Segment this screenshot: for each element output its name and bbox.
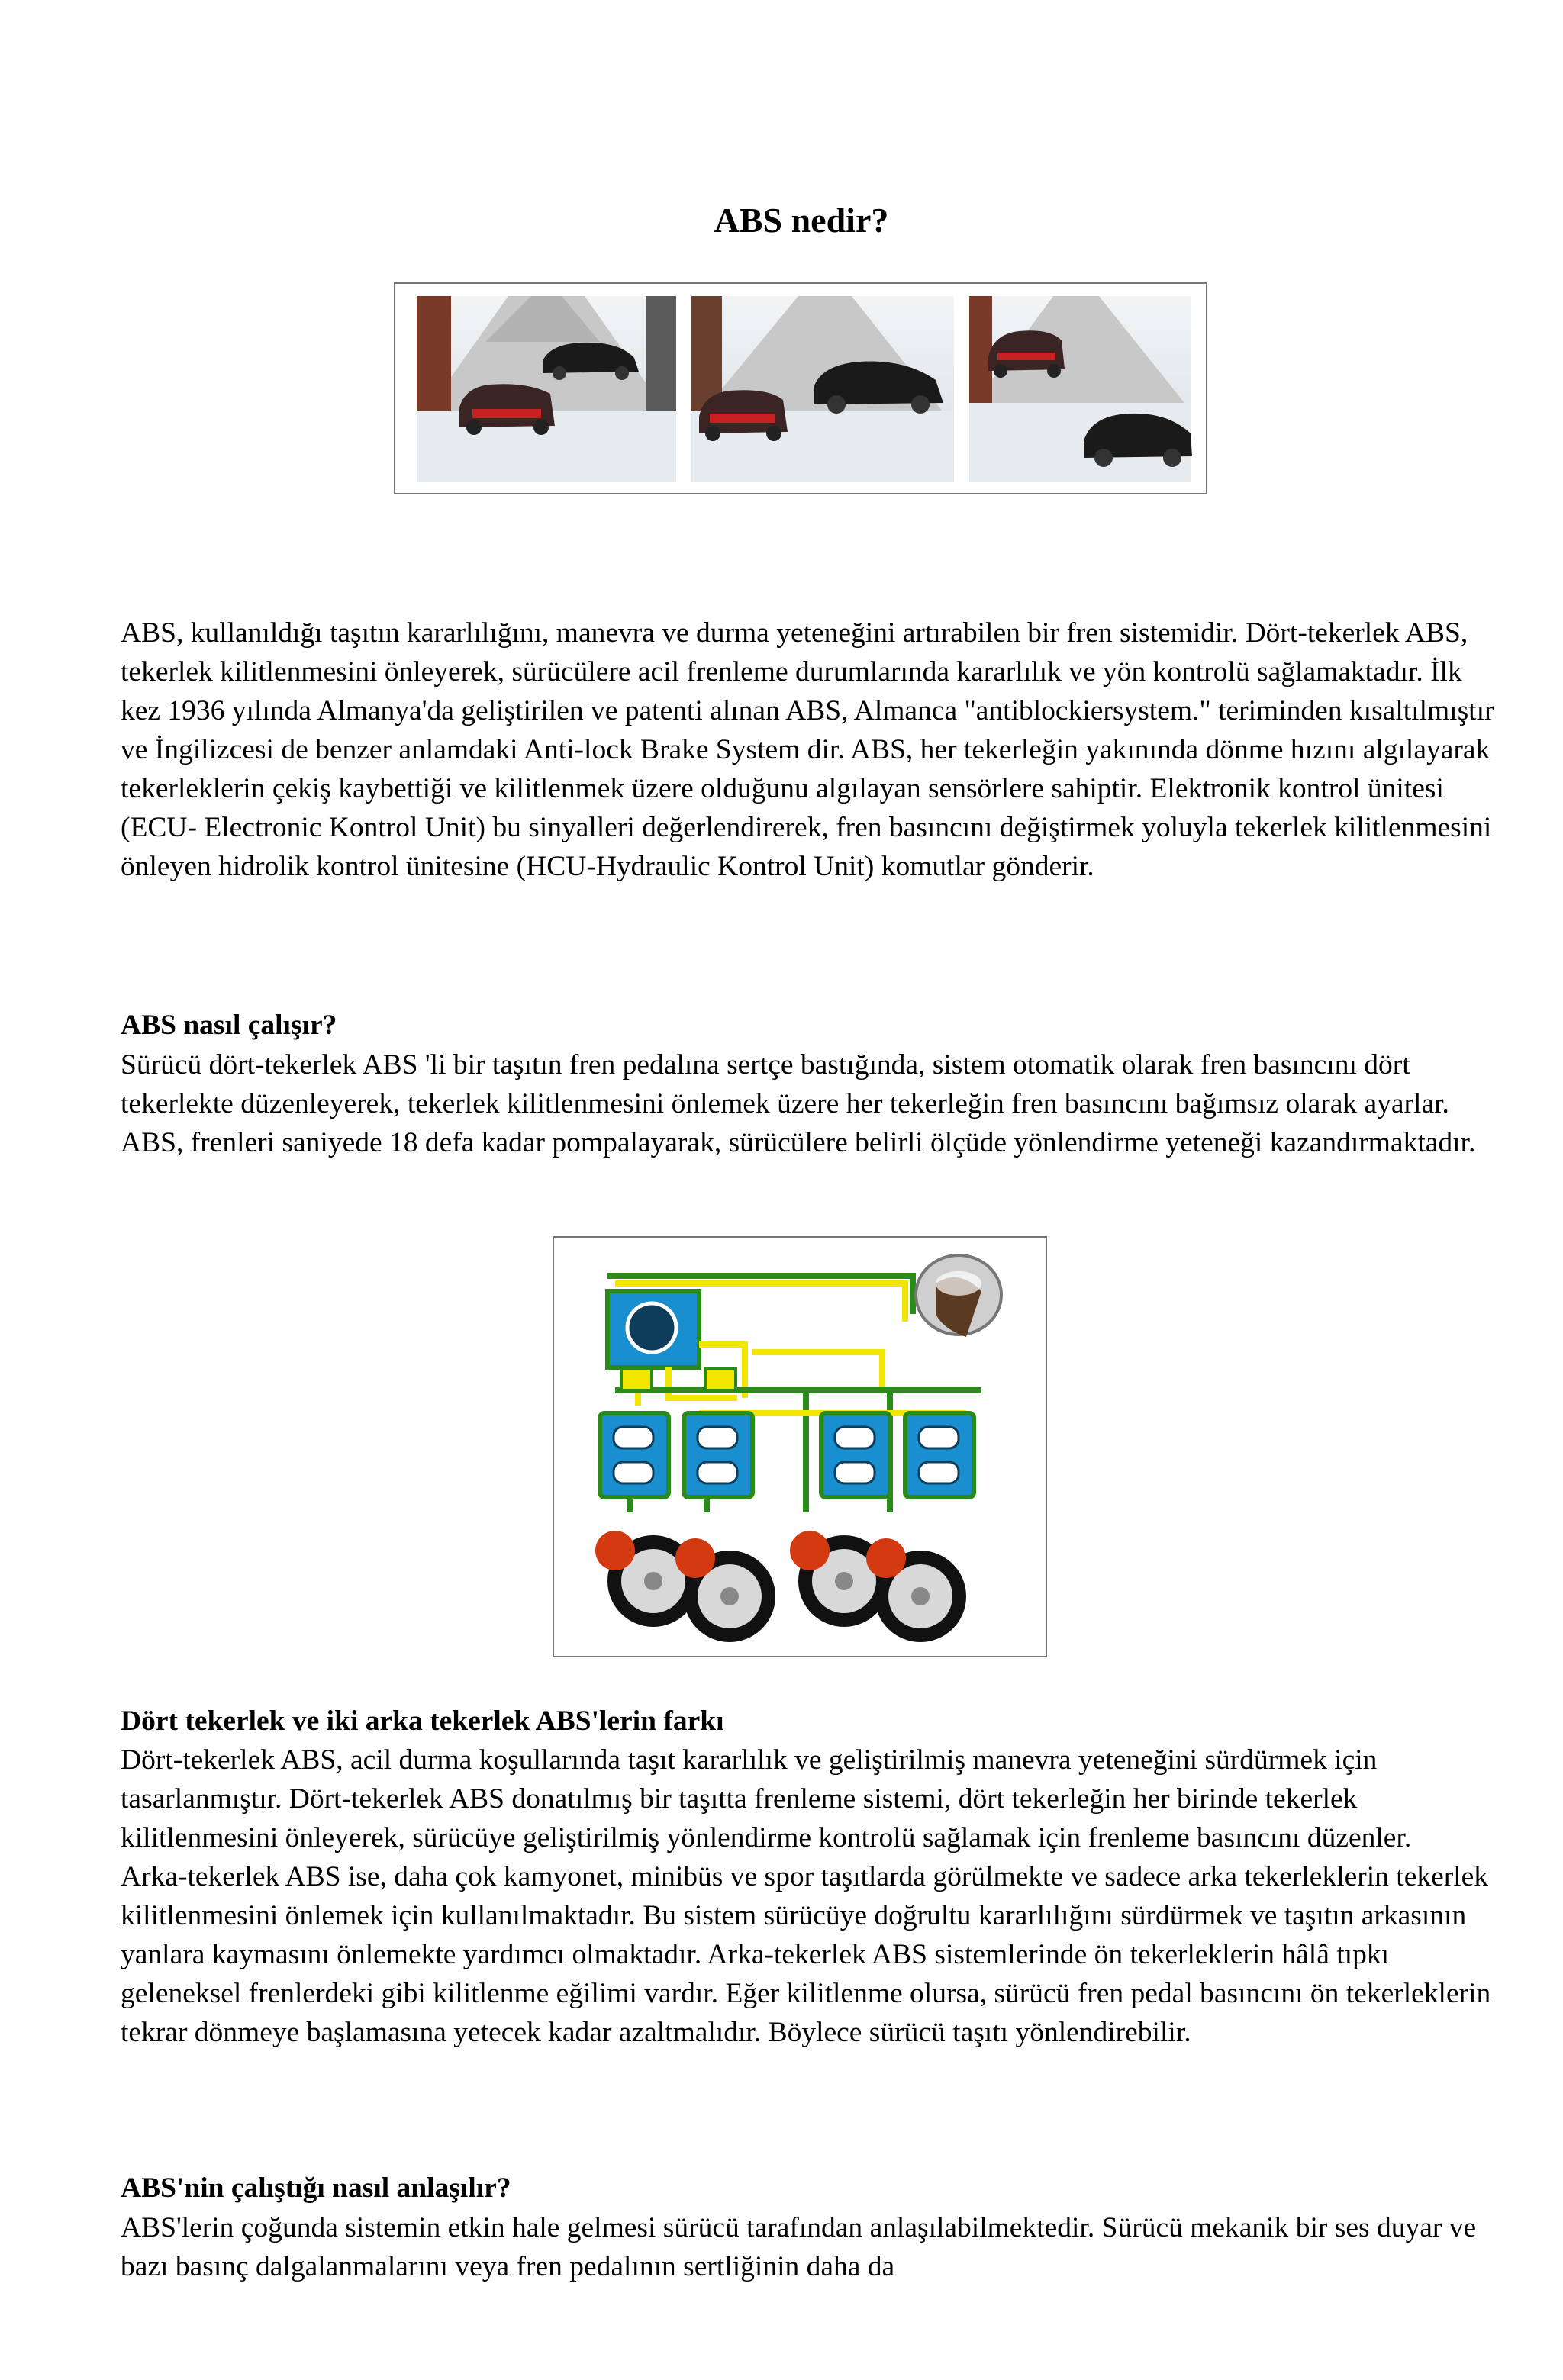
section-heading-difference: Dört tekerlek ve iki arka tekerlek ABS'lerin farkı [121,1705,724,1737]
frame-3 [969,296,1192,482]
understand-text: ABS'lerin çoğunda sistemin etkin hale gelmesi sürücü tarafından anlaşılabilmektedir. Sürücü mekanik bir ses duyar ve bazı basınç dalgalanmalarını veya fren pedalının sertliğinin daha da [121,2212,1477,2282]
car-sequence-figure [394,282,1207,494]
intro-text: ABS, kullanıldığı taşıtın kararlılığını, manevra ve durma yeteneğini artırabilen bir fren sistemidir. Dört-tekerlek ABS, tekerlek kilitlenmesini önleyerek, sürücülere acil frenleme durumlarında kararlılık ve yön kontrolü sağlamaktadır. İlk kez 1936 yılında Almanya'da geliştirilen ve patenti alınan ABS, Almanca "antiblockiersystem." teriminden kısaltılmıştır ve İngilizcesi de benzer anlamdaki Anti-lock Brake System dir. ABS, her tekerleğin yakınında dönme hızını algılayarak tekerleklerin çekiş kaybettiği ve kilitlenmek üzere olduğunu algılayan sensörlere sahiptir. Elektronik kontrol ünitesi (ECU- Electronic Kontrol Unit) bu sinyalleri değerlendirerek, fren basıncını değiştirmek yoluyla tekerlek kilitlenmesini önleyen hidrolik kontrol ünitesine (HCU-Hydraulic Kontrol Unit) komutlar gönderir. [121,617,1494,882]
abs-hydraulic-figure [553,1236,1047,1657]
abs-hydraulic-diagram [554,1238,1046,1656]
section-heading-understand: ABS'nin çalıştığı nasıl anlaşılır? [121,2172,511,2204]
section-heading-how: ABS nasıl çalışır? [121,1010,337,1041]
how-text: Sürücü dört-tekerlek ABS 'li bir taşıtın fren pedalına sertçe bastığında, sistem otomatik olarak fren basıncını dört tekerlekte düzenleyerek, tekerlek kilitlenmesini önlemek üzere her tekerleğin fren basıncını bağımsız olarak ayarlar. ABS, frenleri saniyede 18 defa kadar pompalayarak, sürücülere belirli ölçüde yönlendirme yeteneği kazandırmaktadır. [121,1049,1476,1158]
page-title: ABS nedir? [714,201,889,240]
difference-text-2: Arka-tekerlek ABS ise, daha çok kamyonet, minibüs ve spor taşıtlarda görülmekte ve sadece arka tekerleklerin tekerlek kilitlenmesini önlemek için kullanılmaktadır. Bu sistem sürücüye doğrultu kararlılığını sürdürmek ve taşıtın arkasının yanlara kaymasını önlemekte yardımcı olmaktadır. Arka-tekerlek ABS sistemlerinde ön tekerleklerin hâlâ tıpkı geleneksel frenlerdeki gibi kilitlenme eğilimi vardır. Eğer kilitlenme olursa, sürücü fren pedal basıncını ön tekerleklerin tekrar dönmeye başlamasına yetecek kadar azaltmalıdır. Böylece sürücü taşıtı yönlendirebilir. [121,1861,1491,2048]
car-sequence-illustration [395,284,1206,493]
section-body-how [121,1045,1494,1162]
frame-1 [417,296,676,482]
difference-text-1: Dört-tekerlek ABS, acil durma koşullarında taşıt kararlılık ve geliştirilmiş manevra yeteneğini sürdürmek için tasarlanmıştır. Dört-tekerlek ABS donatılmış bir taşıtta frenleme sistemi, dört tekerleğin her birinde tekerlek kilitlenmesini önleyerek, sürücüye geliştirilmiş yönlendirme kontrolü sağlamak için frenleme basıncını düzenler. [121,1744,1412,1853]
intro-paragraph [121,614,1494,886]
section-body-difference [121,1741,1494,2052]
frame-2 [691,296,954,482]
section-body-understand [121,2208,1494,2286]
